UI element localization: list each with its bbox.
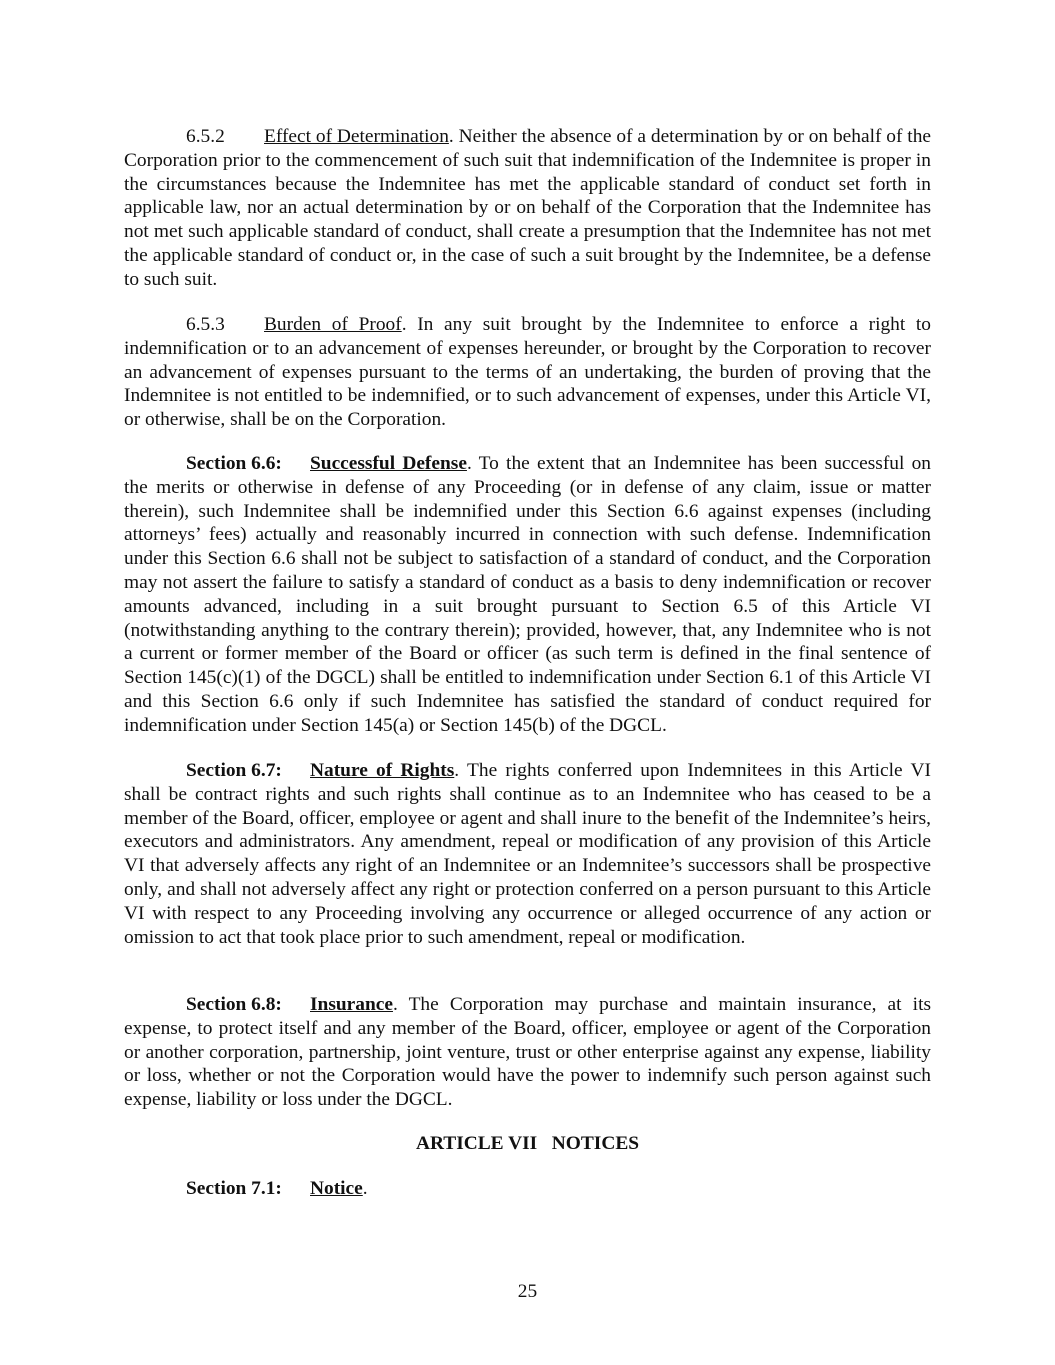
section-6-6-paragraph <box>124 452 931 738</box>
article-heading: ARTICLE VII NOTICES <box>415 1133 640 1154</box>
section-number: 6.5.3 <box>186 314 225 335</box>
section-title: Effect of Determination <box>264 126 449 147</box>
section-number: Section 6.8: <box>186 994 282 1015</box>
section-body: . The Corporation may purchase and maintain insurance, at its expense, to protect itself and any member of the Board, officer, employee or agent of the Corporation or another corporation, partnership, joint venture, trust or other enterprise against any expense, liability or loss, whether or not the Corporation would have the power to indemnify such person against such expense, liability or loss under the DGCL. <box>124 994 931 1111</box>
page-number: 25 <box>517 1281 538 1302</box>
section-title: Successful Defense <box>310 453 467 474</box>
section-title: Notice <box>310 1178 363 1199</box>
section-body: . To the extent that an Indemnitee has been successful on the merits or otherwise in defense of any Proceeding (or in defense of any claim, issue or matter therein), such Indemnitee shall be indemnified under this Section 6.6 against expenses (including attorneys’ fees) actually and reasonably incurred in connection with such defense. Indemnification under this Section 6.6 shall not be subject to satisfaction of a standard of conduct, and the Corporation may not assert the failure to satisfy a standard of conduct as a basis to deny indemnification or recover amounts advanced, including in a suit brought pursuant to Section 6.5 of this Article VI (notwithstanding anything to the contrary therein); provided, however, that, any Indemnitee who is not a current or former member of the Board or officer (as such term is defined in the final sentence of Section 145(c)(1) of the DGCL) shall be entitled to indemnification under Section 6.1 of this Article VI and this Section 6.6 only if such Indemnitee has satisfied the standard of conduct required for indemnification under Section 145(a) or Section 145(b) of the DGCL. <box>124 453 931 736</box>
section-number: Section 6.7: <box>186 760 282 781</box>
section-number: Section 7.1: <box>186 1178 282 1199</box>
section-title: Burden of Proof <box>264 314 402 335</box>
section-6-7-paragraph <box>124 759 931 949</box>
section-number: 6.5.2 <box>186 126 225 147</box>
section-body: . <box>362 1178 368 1199</box>
section-number: Section 6.6: <box>186 453 282 474</box>
section-body: . In any suit brought by the Indemnitee to enforce a right to indemnification or to an advancement of expenses hereunder, or brought by the Corporation to recover an advancement of expenses pursuant to the terms of an undertaking, the burden of proving that the Indemnitee is not entitled to be indemnified, or to such advancement of expenses, under this Article VI, or otherwise, shall be on the Corporation. <box>124 314 931 431</box>
section-title: Nature of Rights <box>310 760 455 781</box>
section-body: . The rights conferred upon Indemnitees in this Article VI shall be contract rights and such rights shall continue as to an Indemnitee who has ceased to be a member of the Board, officer, employee or agent and shall inure to the benefit of the Indemnitee’s heirs, executors and administrators. Any amendment, repeal or modification of any provision of this Article VI that adversely affects any right of an Indemnitee or an Indemnitee’s successors shall be prospective only, and shall not adversely affect any right or protection conferred on a person pursuant to this Article VI with respect to any Proceeding involving any occurrence or alleged occurrence of any action or omission to act that took place prior to such amendment, repeal or modification. <box>124 760 931 948</box>
section-6-8-paragraph <box>124 993 931 1112</box>
section-title: Insurance <box>310 994 393 1015</box>
section-body: . Neither the absence of a determination by or on behalf of the Corporation prior to the commencement of such suit that indemnification of the Indemnitee is proper in the circumstances because the Indemnitee has met the applicable standard of conduct set forth in applicable law, nor an actual determination by or on behalf of the Corporation that the Indemnitee has not met such applicable standard of conduct, shall create a presumption that the Indemnitee has not met the applicable standard of conduct or, in the case of such a suit brought by the Indemnitee, be a defense to such suit. <box>124 126 931 290</box>
section-7-1-paragraph <box>186 1177 368 1201</box>
section-6-5-3-paragraph <box>124 313 931 432</box>
section-6-5-2-paragraph <box>124 125 931 292</box>
